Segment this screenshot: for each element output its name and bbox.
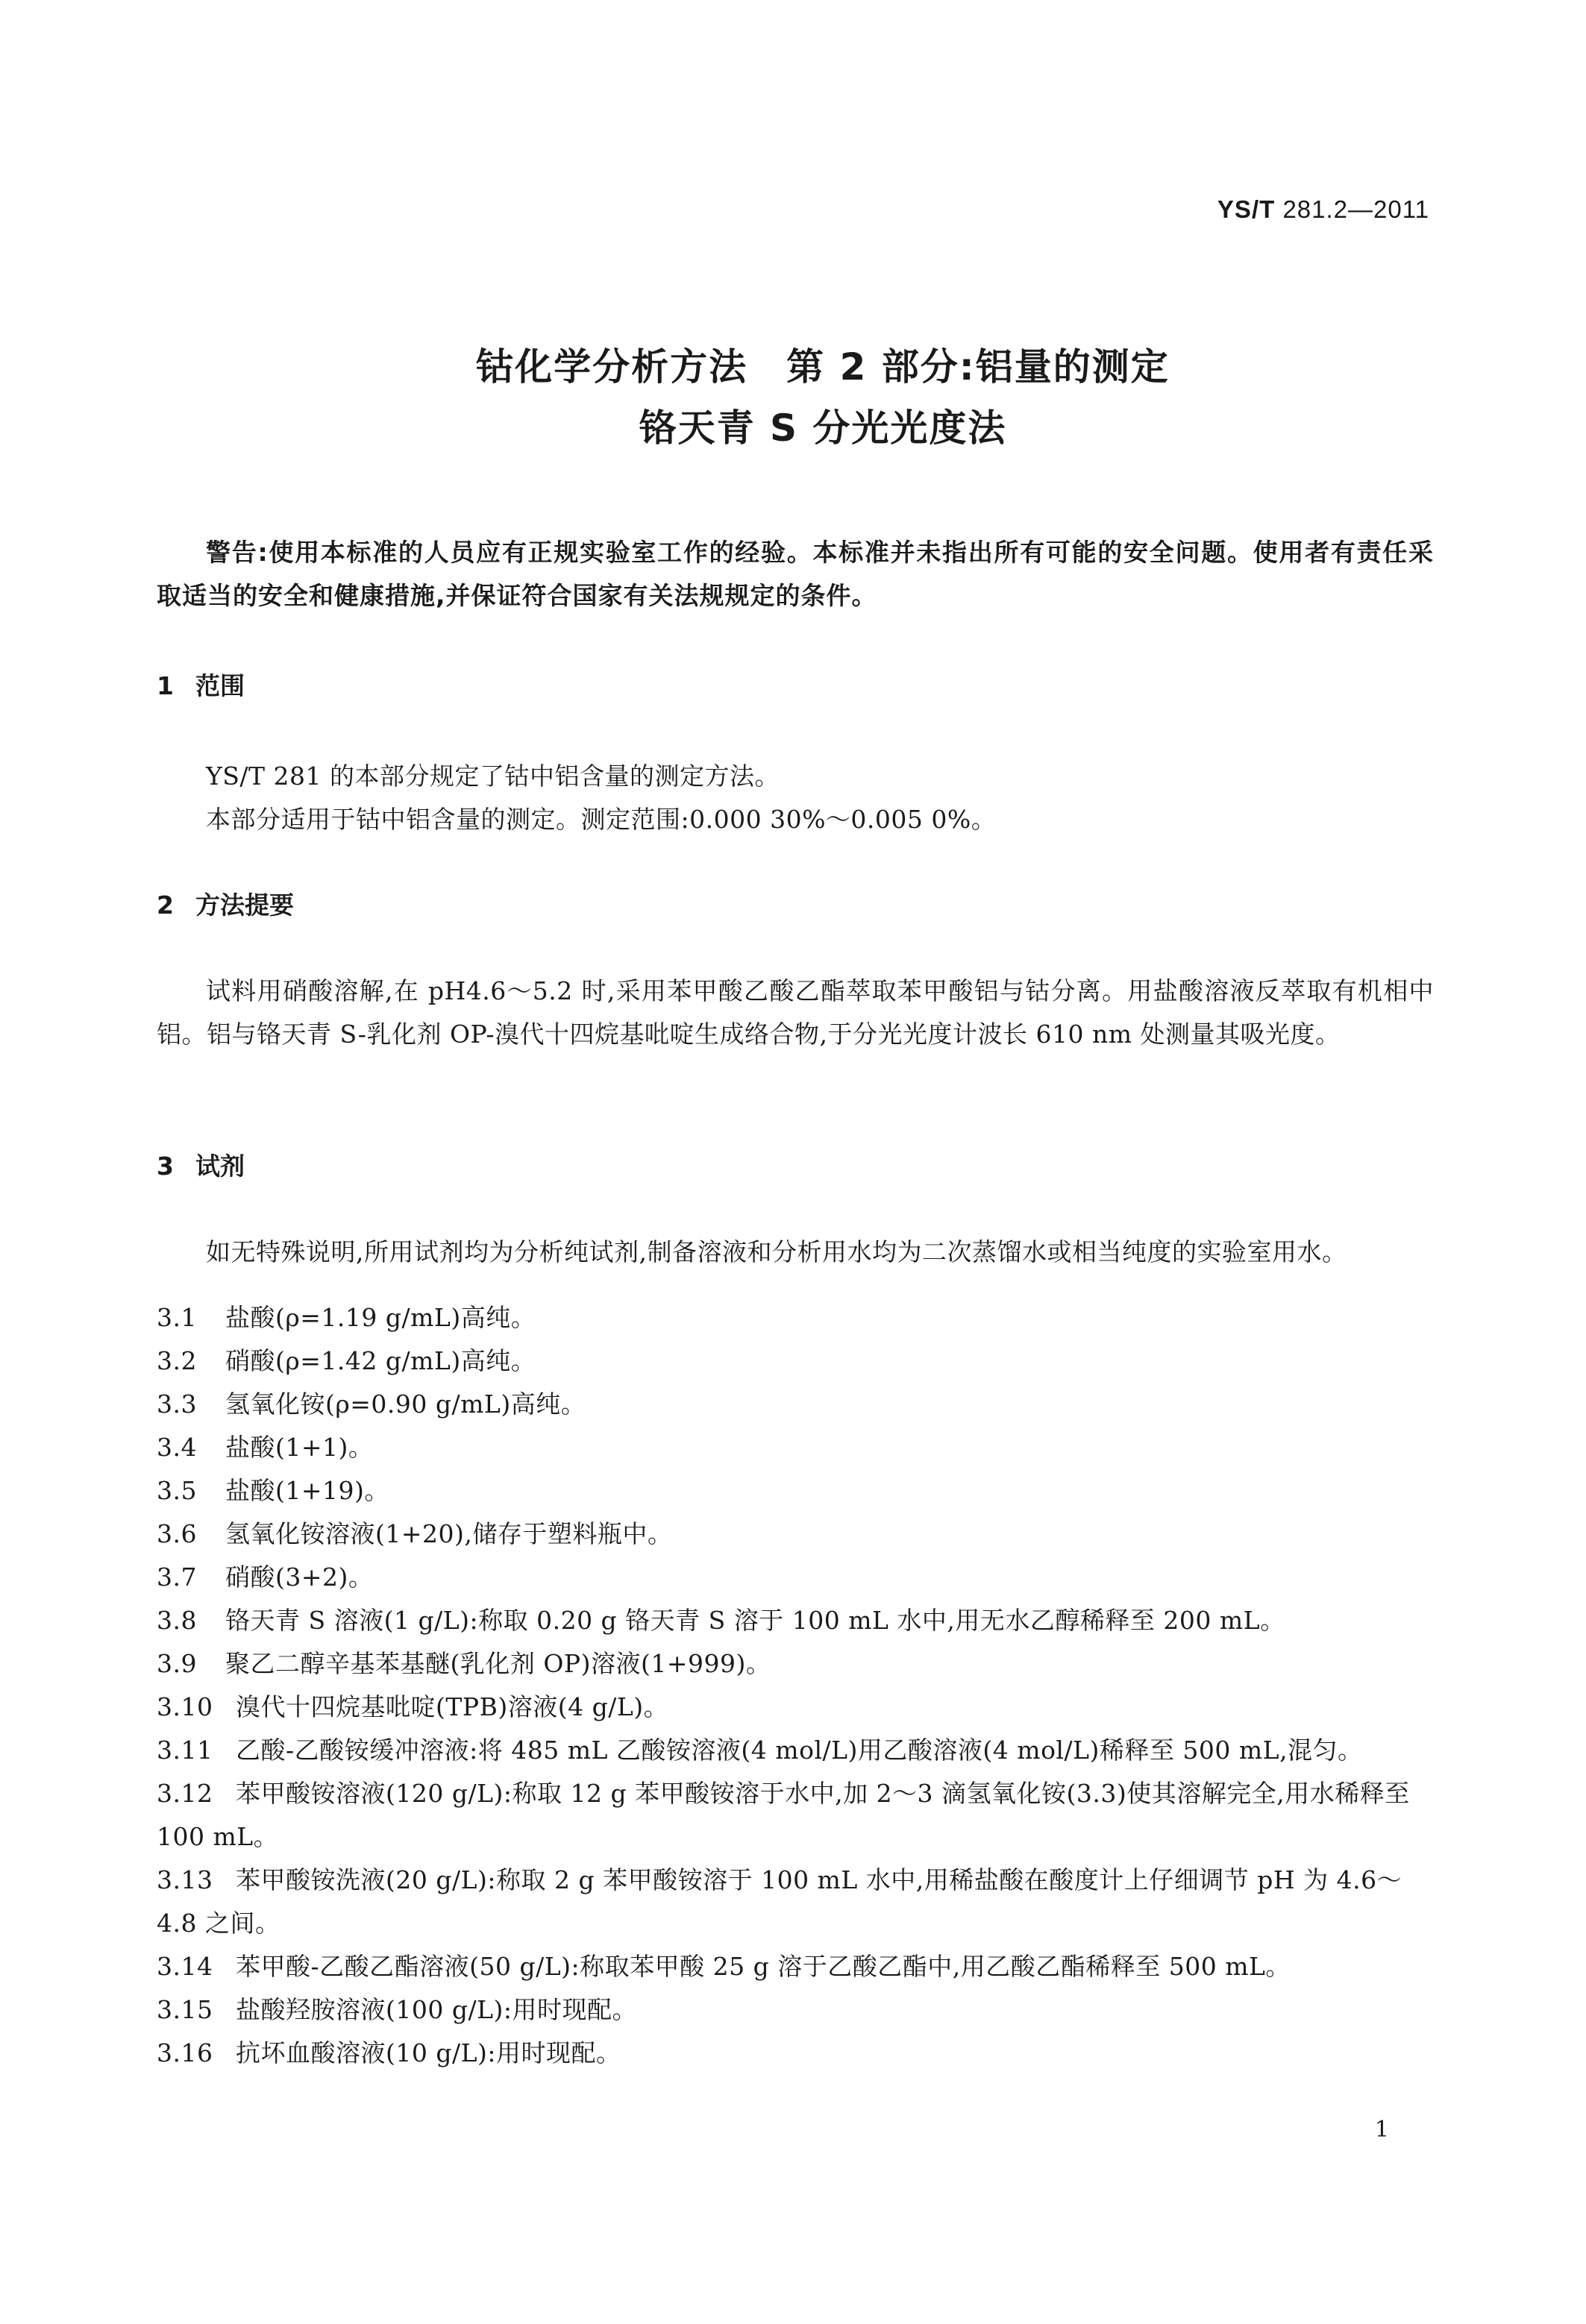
reagent-item	[157, 2032, 1434, 2075]
reagent-text: 苯甲酸铵溶液(120 g/L):称取 12 g 苯甲酸铵溶于水中,加 2～3 滴氢氧化铵(3.3)使其溶解完全,用水稀释至 100 mL。	[157, 1779, 1410, 1851]
reagent-number: 3.15	[157, 1995, 213, 2024]
reagent-number: 3.13	[157, 1865, 213, 1894]
paragraph: YS/T 281 的本部分规定了钴中铝含量的测定方法。	[206, 761, 780, 791]
reagent-number: 3.11	[157, 1736, 213, 1765]
reagent-number: 3.6	[157, 1519, 197, 1548]
section-scope-body	[157, 755, 1434, 841]
reagent-text: 盐酸(1+1)。	[225, 1433, 374, 1462]
section-number: 3	[157, 1152, 174, 1181]
reagent-number: 3.4	[157, 1433, 197, 1462]
reagent-item	[157, 1383, 1434, 1426]
section-number: 2	[157, 891, 174, 920]
section-principle-body	[157, 970, 1434, 1056]
reagent-text: 氢氧化铵溶液(1+20),储存于塑料瓶中。	[225, 1519, 673, 1548]
reagent-item	[157, 1772, 1434, 1859]
reagent-text: 乙酸-乙酸铵缓冲溶液:将 485 mL 乙酸铵溶液(4 mol/L)用乙酸溶液(4 mol/L)稀释至 500 mL,混匀。	[236, 1736, 1363, 1765]
reagent-text: 硝酸(3+2)。	[225, 1563, 374, 1592]
reagent-number: 3.2	[157, 1346, 197, 1375]
safety-warning: 警告:使用本标准的人员应有正规实验室工作的经验。本标准并未指出所有可能的安全问题。使用者有责任采取适当的安全和健康措施,并保证符合国家有关法规规定的条件。	[157, 538, 1434, 610]
reagent-item	[157, 1859, 1434, 1945]
section-title: 试剂	[195, 1152, 245, 1181]
reagent-item	[157, 1945, 1434, 1988]
reagent-item	[157, 1513, 1434, 1556]
reagent-item	[157, 1599, 1434, 1642]
reagent-number: 3.14	[157, 1952, 213, 1981]
reagent-item	[157, 1469, 1434, 1513]
document-title-line1: 钴化学分析方法 第 2 部分:铝量的测定	[476, 345, 1170, 389]
reagent-text: 硝酸(ρ=1.42 g/mL)高纯。	[225, 1346, 536, 1375]
document-title-line2: 铬天青 S 分光光度法	[639, 406, 1007, 450]
reagent-number: 3.5	[157, 1476, 197, 1505]
section-heading-reagents	[157, 1147, 245, 1182]
reagent-number: 3.1	[157, 1303, 197, 1332]
reagent-item	[157, 1426, 1434, 1469]
reagent-number: 3.10	[157, 1692, 213, 1721]
reagent-item	[157, 1686, 1434, 1729]
paragraph: 试料用硝酸溶解,在 pH4.6～5.2 时,采用苯甲酸乙酸乙酯萃取苯甲酸铝与钴分离。用盐酸溶液反萃取有机相中铝。铝与铬天青 S-乳化剂 OP-溴代十四烷基吡啶生成络合物,于分光光度计波长 610 nm 处测量其吸光度。	[157, 976, 1434, 1049]
reagent-text: 抗坏血酸溶液(10 g/L):用时现配。	[236, 2038, 621, 2067]
reagent-text: 氢氧化铵(ρ=0.90 g/mL)高纯。	[225, 1389, 586, 1419]
reagent-text: 盐酸羟胺溶液(100 g/L):用时现配。	[236, 1995, 638, 2024]
reagent-item	[157, 1340, 1434, 1383]
reagent-item	[157, 1642, 1434, 1686]
reagent-text: 盐酸(ρ=1.19 g/mL)高纯。	[225, 1303, 536, 1332]
standard-code-prefix: YS/T	[1217, 195, 1276, 223]
standard-code-number: 281.2—2011	[1282, 195, 1429, 223]
paragraph: 如无特殊说明,所用试剂均为分析纯试剂,制备溶液和分析用水均为二次蒸馏水或相当纯度的实验室用水。	[206, 1237, 1347, 1266]
reagent-item	[157, 1556, 1434, 1599]
reagent-item	[157, 1729, 1434, 1772]
section-title: 方法提要	[195, 891, 294, 920]
paragraph: 本部分适用于钴中铝含量的测定。测定范围:0.000 30%～0.005 0%。	[206, 805, 997, 834]
reagent-list	[157, 1296, 1434, 2075]
section-title: 范围	[195, 671, 245, 700]
reagent-number: 3.3	[157, 1389, 197, 1419]
reagent-item	[157, 1296, 1434, 1340]
section-reagents-intro	[157, 1231, 1434, 1274]
reagent-number: 3.8	[157, 1606, 197, 1635]
reagent-text: 苯甲酸铵洗液(20 g/L):称取 2 g 苯甲酸铵溶于 100 mL 水中,用稀盐酸在酸度计上仔细调节 pH 为 4.6～4.8 之间。	[157, 1865, 1402, 1938]
reagent-text: 盐酸(1+19)。	[225, 1476, 389, 1505]
reagent-text: 聚乙二醇辛基苯基醚(乳化剂 OP)溶液(1+999)。	[225, 1649, 771, 1678]
section-heading-principle	[157, 886, 294, 921]
reagent-text: 溴代十四烷基吡啶(TPB)溶液(4 g/L)。	[236, 1692, 669, 1721]
standard-code	[1217, 195, 1429, 224]
reagent-item	[157, 1988, 1434, 2032]
page-number: 1	[1374, 2117, 1389, 2143]
reagent-number: 3.16	[157, 2038, 213, 2067]
reagent-number: 3.12	[157, 1779, 213, 1808]
reagent-number: 3.7	[157, 1563, 197, 1592]
section-heading-scope	[157, 667, 245, 702]
reagent-text: 苯甲酸-乙酸乙酯溶液(50 g/L):称取苯甲酸 25 g 溶于乙酸乙酯中,用乙酸乙酯稀释至 500 mL。	[236, 1952, 1291, 1981]
section-number: 1	[157, 671, 174, 700]
reagent-text: 铬天青 S 溶液(1 g/L):称取 0.20 g 铬天青 S 溶于 100 mL 水中,用无水乙醇稀释至 200 mL。	[225, 1606, 1285, 1635]
reagent-number: 3.9	[157, 1649, 197, 1678]
